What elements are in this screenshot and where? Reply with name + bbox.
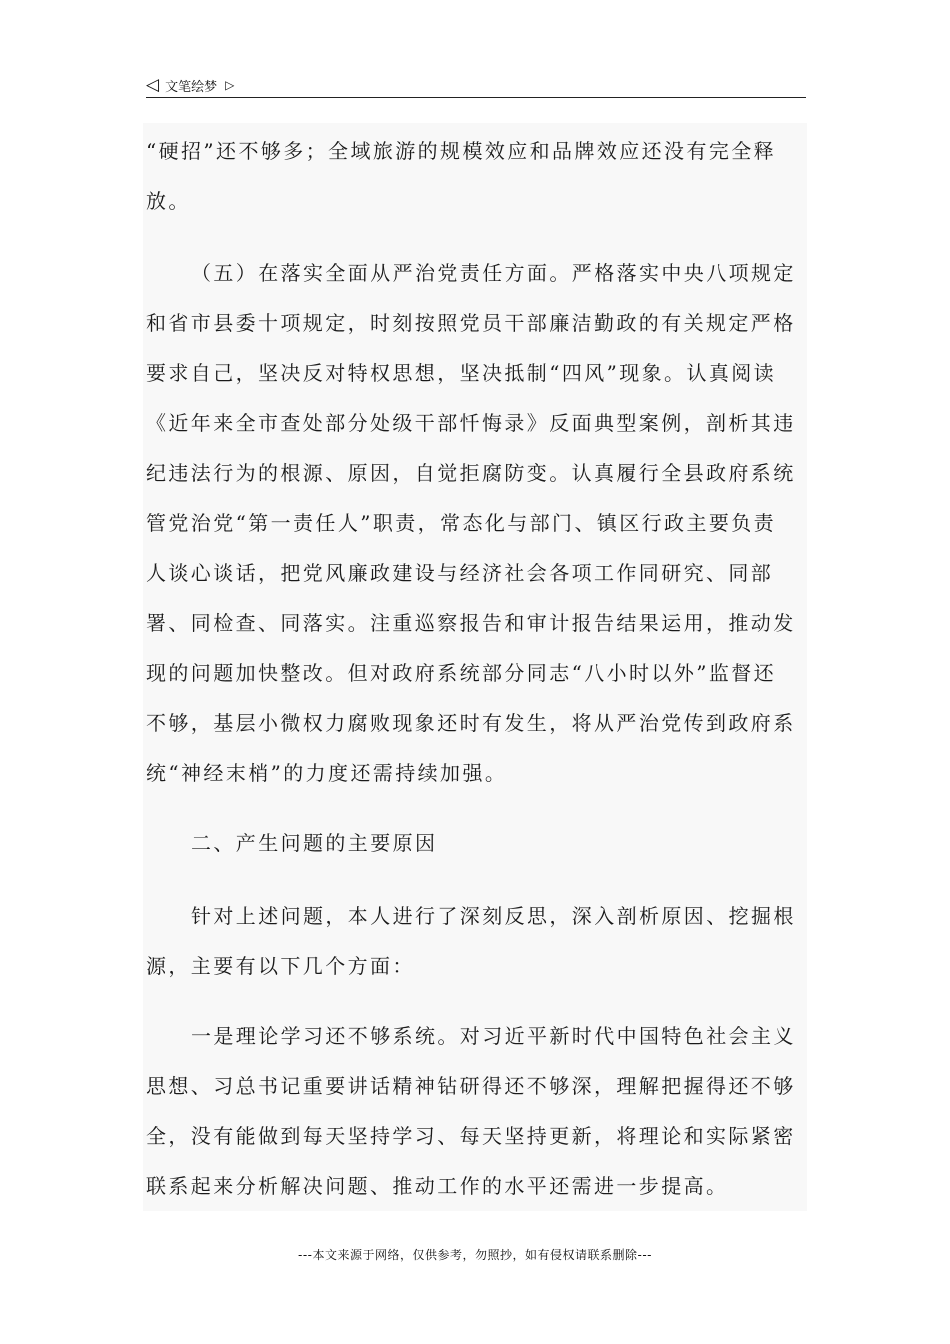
paragraph-point-one: 一是理论学习还不够系统。对习近平新时代中国特色社会主义思想、习总书记重要讲话精神钻研得还不够深，理解把握得还不够全，没有能做到每天坚持学习、每天坚持更新，将理论和实际紧密联系起来分析解决问题、推动工作的水平还需进一步提高。 — [146, 1024, 796, 1198]
triangle-right-icon: ▷ — [225, 78, 235, 92]
header-divider — [146, 97, 806, 98]
page-header — [146, 72, 806, 98]
paragraph-continuation: “硬招”还不够多；全域旅游的规模效应和品牌效应还没有完全释放。 — [146, 139, 777, 213]
header-title: 文笔绘梦 — [165, 79, 218, 95]
section-heading: 二、产生问题的主要原因 — [191, 831, 438, 855]
footer-disclaimer: ---本文来源于网络，仅供参考，勿照抄，如有侵权请联系删除--- — [298, 1248, 652, 1262]
paragraph-section-five: （五）在落实全面从严治党责任方面。严格落实中央八项规定和省市县委十项规定，时刻按照党员干部廉洁勤政的有关规定严格要求自己，坚决反对特权思想，坚决抵制“四风”现象。认真阅读《近年来全市查处部分处级干部忏悔录》反面典型案例，剖析其违纪违法行为的根源、原因，自觉拒腐防变。认真履行全县政府系统管党治党“第一责任人”职责，常态化与部门、镇区行政主要负责人谈心谈话，把党风廉政建设与经济社会各项工作同研究、同部署、同检查、同落实。注重巡察报告和审计报告结果运用，推动发现的问题加快整改。但对政府系统部分同志“八小时以外”监督还不够，基层小微权力腐败现象还时有发生，将从严治党传到政府系统“神经末梢”的力度还需持续加强。 — [146, 261, 796, 785]
paragraph-intro: 针对上述问题，本人进行了深刻反思，深入剖析原因、挖掘根源，主要有以下几个方面： — [146, 904, 796, 978]
triangle-left-icon: ◁ — [146, 74, 160, 95]
